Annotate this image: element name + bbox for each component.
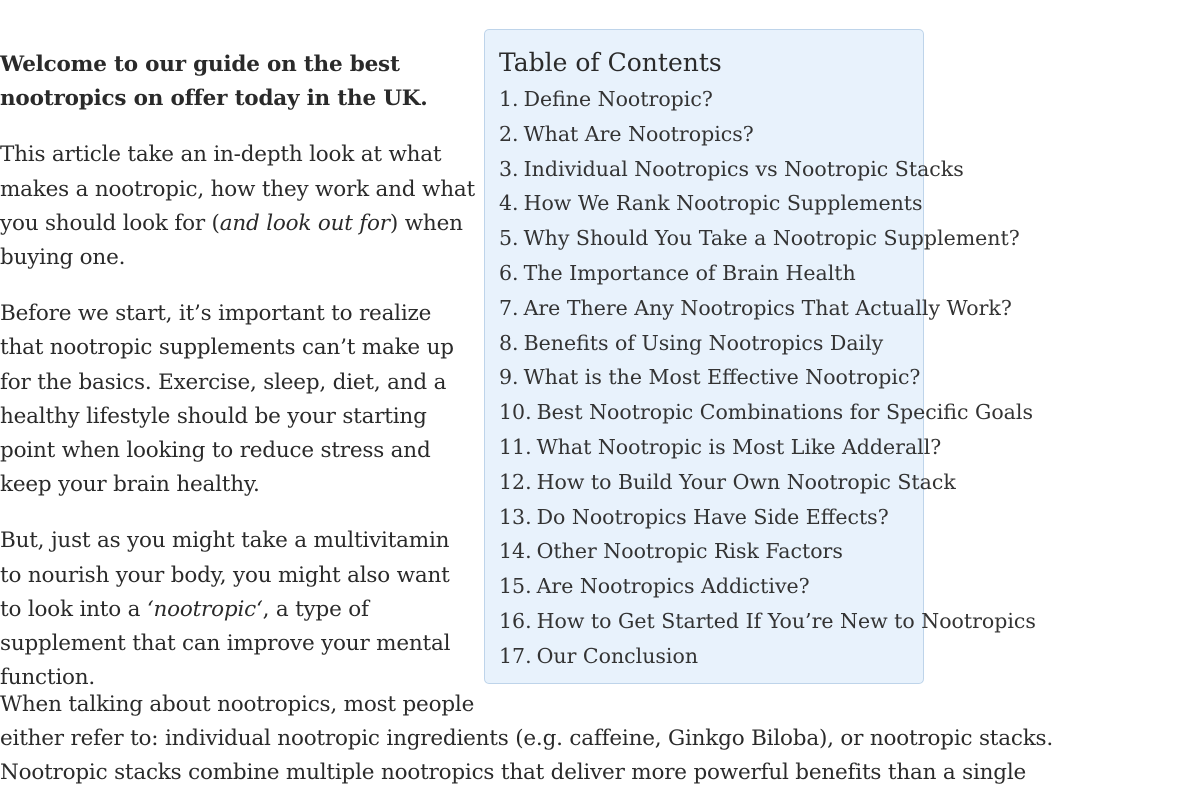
toc-item-number: 15. <box>499 574 532 599</box>
toc-item-label: Are Nootropics Addictive? <box>536 574 810 599</box>
toc-item-label: What Nootropic is Most Like Adderall? <box>536 434 942 459</box>
toc-item-number: 6. <box>499 260 519 285</box>
toc-item-number: 2. <box>499 121 519 146</box>
paragraph-2: Before we start, it’s important to realize that nootropic supplements can’t make up for the basics. Exercise, sleep, diet, and a healthy lifestyle should be your starting point when looking to reduce stress and keep your brain healthy. <box>0 301 454 498</box>
paragraph-3 <box>0 524 475 695</box>
paragraph-3-text-a: But, just as you might take a multivitamin to nourish your body, you might also want to look into a <box>0 528 450 622</box>
paragraph-1-emphasis: and look out for <box>219 210 390 236</box>
toc-item-number: 5. <box>499 226 519 251</box>
toc-item-number: 12. <box>499 469 532 494</box>
toc-item-label: What Are Nootropics? <box>523 121 754 146</box>
toc-item[interactable] <box>499 82 923 117</box>
toc-item-label: Are There Any Nootropics That Actually Work? <box>523 295 1012 320</box>
toc-item-number: 8. <box>499 330 519 355</box>
toc-title: Table of Contents <box>499 48 722 77</box>
toc-item-label: Do Nootropics Have Side Effects? <box>536 504 889 529</box>
toc-item-number: 9. <box>499 365 519 390</box>
toc-item[interactable] <box>499 186 923 221</box>
toc-item-label: Our Conclusion <box>536 643 699 668</box>
toc-item-label: Individual Nootropics vs Nootropic Stacks <box>523 156 964 181</box>
toc-item-label: How to Get Started If You’re New to Nootropics <box>536 608 1036 633</box>
toc-item-number: 16. <box>499 608 532 633</box>
toc-item[interactable] <box>499 152 964 187</box>
paragraph-4-line-2: either refer to: individual nootropic ingredients (e.g. caffeine, Ginkgo Biloba), or nootropic stacks. <box>0 726 1054 751</box>
toc-item[interactable] <box>499 569 923 604</box>
table-of-contents <box>484 29 1036 684</box>
paragraph-1-text-a: This article take an in-depth look at what makes a nootropic, how they work and what you should look for ( <box>0 142 475 236</box>
paragraph-1 <box>0 138 475 275</box>
toc-item-number: 13. <box>499 504 532 529</box>
toc-item[interactable] <box>499 117 923 152</box>
toc-item[interactable] <box>499 465 956 500</box>
toc-item-number: 1. <box>499 87 519 111</box>
toc-item[interactable] <box>499 360 923 395</box>
toc-item[interactable] <box>499 500 923 535</box>
toc-item[interactable] <box>499 221 1020 256</box>
toc-item-label: Benefits of Using Nootropics Daily <box>523 330 884 355</box>
toc-item-label: Best Nootropic Combinations for Specific Goals <box>536 400 1033 425</box>
paragraph-5-line-1: Nootropic stacks combine multiple nootropics that deliver more powerful benefits than a single <box>0 760 1027 785</box>
article-column <box>0 48 475 717</box>
toc-item-number: 11. <box>499 434 532 459</box>
toc-item-number: 7. <box>499 295 519 320</box>
toc-item[interactable] <box>499 256 923 291</box>
toc-item-label: The Importance of Brain Health <box>523 260 856 285</box>
intro-paragraph: Welcome to our guide on the best nootropics on offer today in the UK. <box>0 52 428 112</box>
toc-item-number: 14. <box>499 539 532 564</box>
paragraph-4-line-1: When talking about nootropics, most people <box>0 692 475 717</box>
toc-item[interactable] <box>499 395 1033 430</box>
toc-item-number: 4. <box>499 191 519 216</box>
toc-list <box>499 82 1036 674</box>
paragraph-3-text-b: , a type of supplement that can improve your mental function. <box>0 596 451 691</box>
toc-item[interactable] <box>499 291 1012 326</box>
toc-item[interactable] <box>499 534 923 569</box>
toc-item-number: 10. <box>499 400 532 425</box>
paragraph-1-text-b: ) when buying one. <box>0 210 463 271</box>
toc-item[interactable] <box>499 430 942 465</box>
toc-item-label: What is the Most Effective Nootropic? <box>523 365 921 390</box>
toc-item-label: How to Build Your Own Nootropic Stack <box>536 469 956 494</box>
toc-item-number: 17. <box>499 643 532 668</box>
toc-item[interactable] <box>499 639 923 674</box>
toc-item-label: Other Nootropic Risk Factors <box>536 539 843 564</box>
toc-item[interactable] <box>499 326 923 361</box>
toc-item-number: 3. <box>499 156 519 181</box>
toc-item-label: Define Nootropic? <box>523 87 713 111</box>
toc-item-label: How We Rank Nootropic Supplements <box>523 191 923 216</box>
toc-item-label: Why Should You Take a Nootropic Supplement? <box>523 226 1020 251</box>
toc-item[interactable] <box>499 604 1036 639</box>
paragraph-3-emphasis: ‘nootropic‘ <box>146 596 263 622</box>
